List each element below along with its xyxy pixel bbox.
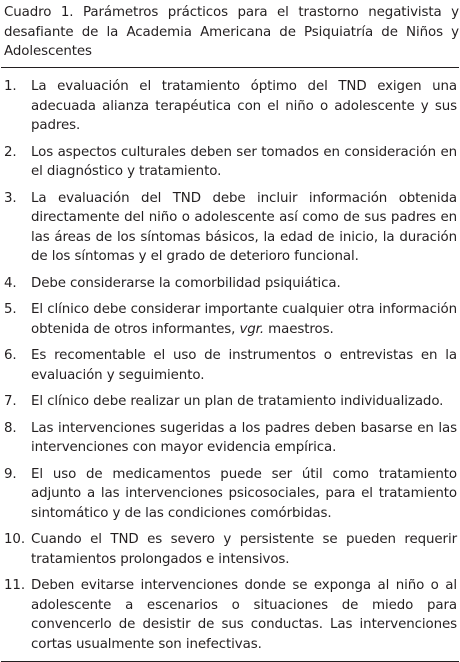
item-text: Debe considerarse la comorbilidad psiquiática. [31, 275, 341, 291]
list-item [1, 576, 459, 654]
list-item [1, 530, 459, 569]
item-number: 2. [4, 144, 17, 160]
item-number: 5. [4, 302, 17, 317]
item-text: El clínico debe realizar un plan de tratamiento individualizado. [31, 394, 444, 409]
item-text: Cuando el TND es severo y persistente se pueden requerir tratamientos prolongados e intensivos. [31, 532, 457, 567]
item-text: La evaluación del TND debe incluir información obtenida directamente del niño o adolescente así como de sus padres en las áreas de los síntomas básicos, la edad de inicio, la duración de los síntomas y el grado de deterioro funcional. [31, 190, 457, 264]
top-rule [1, 67, 459, 68]
item-number: 3. [4, 190, 17, 206]
item-text: El clínico debe considerar importante cualquier otra información obtenida de otros informantes, vgr. maestros. [31, 302, 457, 337]
item-text: Deben evitarse intervenciones donde se exponga al niño o al adolescente a escenarios o situaciones de miedo para convencerlo de desistir de sus conductas. Las intervenciones cortas usualmente son inefectivas. [31, 578, 457, 652]
table-figure [1, 0, 459, 662]
item-number: 7. [4, 394, 17, 409]
item-text: El uso de medicamentos puede ser útil como tratamiento adjunto a las intervenciones psicosociales, para el tratamiento sintomático y de las condiciones comórbidas. [31, 466, 457, 521]
item-text: Los aspectos culturales deben ser tomados en consideración en el diagnóstico y tratamiento. [31, 144, 457, 179]
item-text: Las intervenciones sugeridas a los padres deben basarse en las intervenciones con mayor evidencia empírica. [31, 420, 457, 455]
item-number: 11. [4, 578, 25, 593]
item-number: 8. [4, 420, 17, 436]
list-item [1, 189, 459, 267]
item-text: Es recomentable el uso de instrumentos o entrevistas en la evaluación y seguimiento. [31, 348, 457, 383]
item-number: 9. [4, 466, 17, 482]
list-item [1, 77, 459, 136]
list-item [1, 300, 459, 339]
item-number: 4. [4, 275, 17, 291]
list-item [1, 274, 459, 294]
item-number: 6. [4, 348, 17, 363]
list-item [1, 346, 459, 385]
item-number: 1. [4, 79, 17, 94]
list-item [1, 419, 459, 458]
recommendation-list [1, 77, 459, 654]
list-item [1, 392, 459, 412]
list-item [1, 143, 459, 182]
list-item [1, 465, 459, 524]
table-caption: Cuadro 1. Parámetros prácticos para el trastorno negativista y desafiante de la Academia Americana de Psiquiatría de Niños y Adolescentes [4, 5, 459, 59]
item-text: La evaluación el tratamiento óptimo del TND exigen una adecuada alianza terapéutica con el niño o adolescente y sus padres. [31, 79, 457, 133]
item-number: 10. [4, 532, 25, 547]
